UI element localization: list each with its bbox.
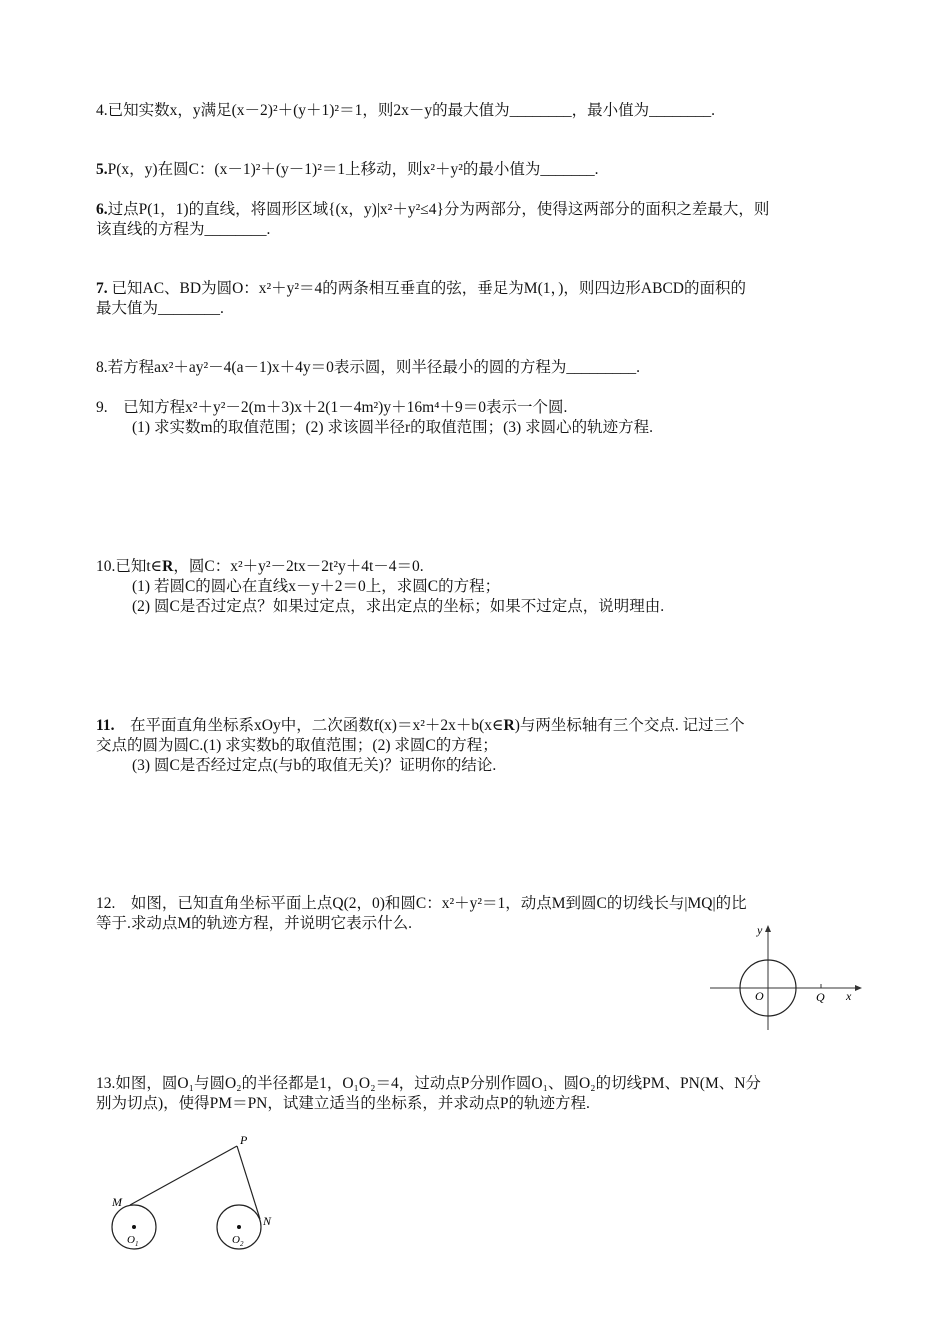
center-o2-dot	[237, 1225, 241, 1229]
x-axis-label: x	[846, 989, 852, 1003]
question-13-line-2: 别为切点)，使得PM＝PN，试建立适当的坐标系，并求动点P的轨迹方程.	[96, 1095, 590, 1112]
question-text: 已知实数x，y满足(x－2)²＋(y＋1)²＝1，则2x－y的最大值为________，最小值为________.	[107, 102, 715, 119]
center-o2-label: $O_2$	[232, 1234, 244, 1248]
point-p-label: P	[240, 1133, 248, 1147]
question-number: 5.	[96, 161, 108, 178]
question-text: 如图，圆O₁与圆O₂的半径都是1，O₁O₂＝4，过动点P分别作圆O₁、圆O₂的切线PM、PN(M、N分	[115, 1075, 761, 1092]
question-11-part-3: (3) 圆C是否经过定点(与b的取值无关)？证明你的结论.	[132, 757, 497, 774]
question-number: 7.	[96, 280, 108, 297]
question-6-line-2: 该直线的方程为________.	[96, 221, 271, 238]
question-number: 4.	[96, 102, 108, 119]
question-text: 若方程ax²＋ay²－4(a－1)x＋4y＝0表示圆，则半径最小的圆的方程为_________.	[107, 359, 641, 376]
question-8	[96, 358, 640, 378]
question-11-line-2: 交点的圆为圆C.(1) 求实数b的取值范围；(2) 求圆C的方程；	[96, 737, 498, 754]
question-text: P(x，y)在圆C：(x－1)²＋(y－1)²＝1上移动，则x²＋y²的最小值为_______.	[107, 161, 599, 178]
point-m-label: M	[112, 1195, 122, 1209]
question-9-parts: (1) 求实数m的取值范围；(2) 求该圆半径r的取值范围；(3) 求圆心的轨迹方程.	[132, 419, 653, 436]
coordinate-circle-figure	[700, 920, 870, 1035]
center-o1-dot	[132, 1225, 136, 1229]
question-number: 8.	[96, 359, 108, 376]
question-7	[96, 279, 746, 299]
question-10-part-2: (2) 圆C是否过定点？如果过定点，求出定点的坐标；如果不过定点，说明理由.	[132, 598, 665, 615]
origin-label: O	[755, 989, 764, 1003]
reals-symbol: R	[503, 717, 515, 734]
question-13	[96, 1074, 761, 1094]
question-7-line-2: 最大值为________.	[96, 300, 224, 317]
question-number: 12.	[96, 895, 116, 912]
tangent-pm	[130, 1146, 237, 1205]
question-number: 6.	[96, 201, 108, 218]
question-text: 在平面直角坐标系xOy中，二次函数f(x)＝x²＋2x＋b(x∈	[130, 717, 504, 734]
question-6	[96, 200, 769, 220]
question-11	[96, 716, 745, 736]
question-9	[96, 398, 567, 418]
question-5	[96, 160, 599, 180]
question-text-cont: ，圆C：x²＋y²－2tx－2t²y＋4t－4＝0.	[173, 558, 424, 575]
question-number: 10.	[96, 558, 116, 575]
question-number: 9.	[96, 399, 108, 416]
point-q-label: Q	[816, 990, 825, 1004]
y-axis-arrow-icon	[765, 925, 771, 932]
question-text: 已知方程x²＋y²－2(m＋3)x＋2(1－4m²)y＋16m⁴＋9＝0表示一个圆.	[123, 399, 568, 416]
question-text-cont: )与两坐标轴有三个交点. 记过三个	[514, 717, 745, 734]
question-text: 过点P(1，1)的直线，将圆形区域{(x，y)|x²＋y²≤4}分为两部分，使得这两部分的面积之差最大，则	[107, 201, 770, 218]
question-4	[96, 101, 715, 121]
question-12	[96, 894, 747, 914]
question-number: 13.	[96, 1075, 116, 1092]
point-n-label: N	[263, 1214, 272, 1228]
tangent-pn	[237, 1146, 260, 1219]
question-number: 11.	[96, 717, 115, 734]
question-10	[96, 557, 424, 577]
y-axis-label: y	[757, 923, 763, 937]
reals-symbol: R	[162, 558, 174, 575]
question-12-line-2: 等于.求动点M的轨迹方程，并说明它表示什么.	[96, 915, 413, 932]
question-10-part-1: (1) 若圆C的圆心在直线x－y＋2＝0上，求圆C的方程；	[132, 578, 501, 595]
x-axis-arrow-icon	[855, 985, 862, 991]
question-text: 已知AC、BD为圆O：x²＋y²＝4的两条相互垂直的弦，垂足为M(1，)，则四边形ABCD的面积的	[111, 280, 746, 297]
question-text: 如图，已知直角坐标平面上点Q(2，0)和圆C：x²＋y²＝1，动点M到圆C的切线长与|MQ|的比	[130, 895, 747, 912]
two-circles-tangent-figure	[100, 1130, 300, 1260]
center-o1-label: $O_1$	[127, 1234, 139, 1248]
question-text: 已知t∈	[115, 558, 163, 575]
